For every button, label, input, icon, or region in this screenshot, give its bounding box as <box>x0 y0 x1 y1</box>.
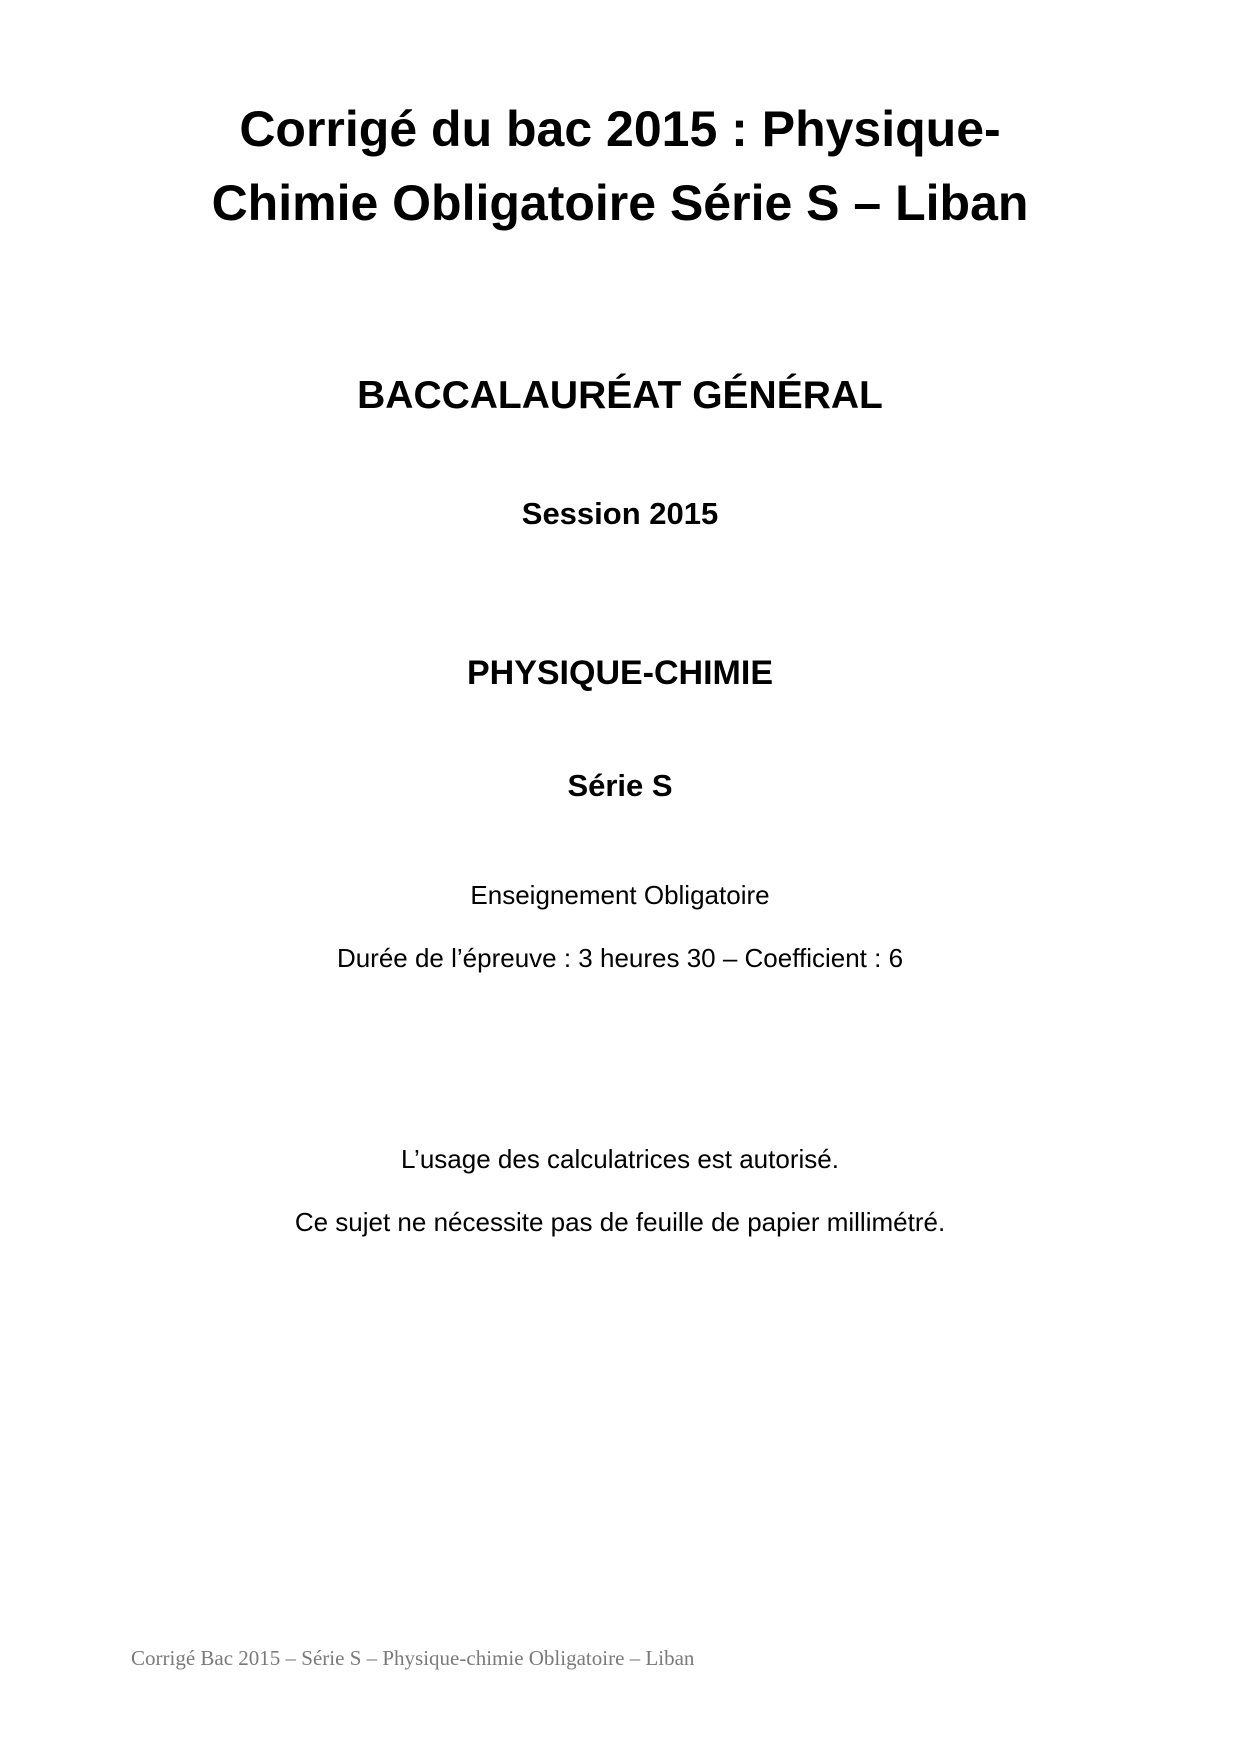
diploma-heading: BACCALAURÉAT GÉNÉRAL <box>357 374 883 417</box>
teaching-type-text: Enseignement Obligatoire <box>470 880 770 910</box>
duration-coefficient-text: Durée de l’épreuve : 3 heures 30 – Coefficient : 6 <box>336 943 904 973</box>
graph-paper-instruction: Ce sujet ne nécessite pas de feuille de papier millimétré. <box>294 1207 946 1237</box>
session-heading: Session 2015 <box>521 496 719 531</box>
calculator-instruction: L’usage des calculatrices est autorisé. <box>401 1144 839 1174</box>
series-heading: Série S <box>567 768 673 803</box>
document-title-line-2: Chimie Obligatoire Série S – Liban <box>211 175 1029 231</box>
page-footer: Corrigé Bac 2015 – Série S – Physique-chimie Obligatoire – Liban <box>131 1646 695 1670</box>
subject-heading: PHYSIQUE-CHIMIE <box>466 654 774 692</box>
document-title <box>0 92 1240 240</box>
document-title-line-1: Corrigé du bac 2015 : Physique- <box>239 101 1001 157</box>
